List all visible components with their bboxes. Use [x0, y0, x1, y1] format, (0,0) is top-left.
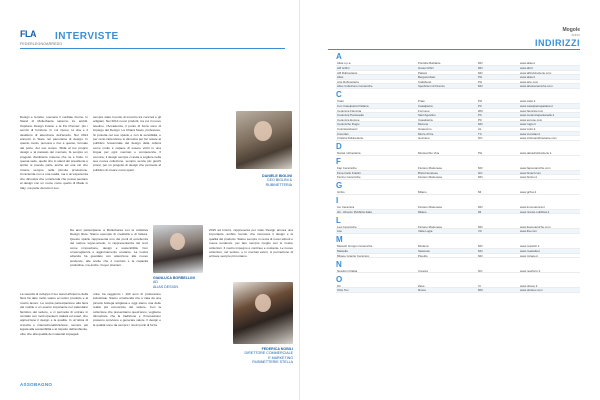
company-province: MO — [478, 224, 483, 229]
company-city: Casalpietra — [418, 103, 433, 108]
company-city: Mozone — [418, 122, 429, 126]
company-province: MI — [478, 209, 482, 214]
company-province: PC — [478, 103, 483, 108]
company-website[interactable]: www.grifos.it — [520, 190, 537, 194]
company-city: Grassorno — [418, 126, 432, 131]
photo-gianluca-borbellini — [153, 225, 203, 273]
company-website[interactable]: www.lita.com — [520, 229, 537, 233]
company-city: Morre d'Ore — [418, 131, 434, 136]
index-row — [336, 190, 580, 195]
company-province: VC — [478, 229, 483, 233]
company-name: Ceramica Flaminia — [337, 108, 362, 113]
company-name: Cristina Rubinetterie — [337, 136, 364, 140]
company-province: MO — [478, 65, 483, 70]
fla-logo: FLA — [20, 29, 36, 39]
company-name: Alfi Rubinetterie — [337, 70, 358, 75]
company-province: MO — [478, 253, 483, 258]
company-name: Ino Ceramica — [337, 205, 355, 209]
fla-logo-subtitle: FEDERLEGNOARREDO — [20, 42, 63, 46]
company-website[interactable]: www.ceramicapantanello.it — [520, 113, 555, 117]
company-city: Milano — [418, 209, 427, 214]
caption-2: GIANLUCA BORBELLINI AD ALIAS DESIGN — [153, 276, 195, 289]
index-letter-o: O — [336, 274, 343, 284]
company-city: Zanè — [418, 283, 425, 288]
company-website[interactable]: www.calor.it — [520, 99, 536, 103]
company-name: Fima Carlo Frattini — [337, 170, 361, 175]
header-rule — [20, 48, 285, 49]
company-province: MI — [478, 190, 482, 194]
company-website[interactable]: www.oliwoo.it — [520, 283, 538, 288]
company-city: Sassuolo — [418, 248, 430, 253]
company-province: NO — [478, 268, 483, 273]
company-city: Formene — [418, 108, 430, 113]
company-website[interactable]: www.ricezio-pubblica.it — [520, 209, 550, 214]
caption-1: DANIELE BIGLINI CEO BIGLINI & RUBINETTERIA — [262, 174, 292, 187]
company-city: Roma — [418, 288, 426, 292]
company-website[interactable]: www.marazzi.it — [520, 244, 540, 248]
company-name: Oltre Tex — [337, 288, 349, 292]
index-letter-i: I — [336, 196, 339, 206]
company-city: Briga Novarese — [418, 170, 438, 175]
company-city: Crescia — [418, 268, 428, 273]
company-name: Ceramiche Rugiu — [337, 122, 360, 126]
company-name: Mirage Granito Ceramico — [337, 253, 370, 258]
company-name: Ish - Ricezio Pubblica Italia — [337, 209, 372, 214]
index-letter-m: M — [336, 235, 343, 245]
company-website[interactable]: www.flaminia.com — [520, 108, 544, 113]
company-website[interactable]: www.newform.it — [520, 268, 541, 273]
portrait-face — [170, 233, 185, 250]
company-city: Spedizioni di Firenze — [418, 84, 445, 88]
company-province: MO — [478, 175, 483, 179]
company-website[interactable]: www.mastella.it — [520, 248, 540, 253]
company-name: Alias s.p.a. — [337, 61, 352, 65]
company-province: RM — [478, 108, 483, 113]
company-name: Mastella — [337, 248, 348, 253]
index-letter-f: F — [336, 157, 341, 167]
company-province: MO — [478, 244, 483, 248]
company-city: Milano — [418, 190, 427, 194]
section-title: INTERVISTE — [55, 31, 119, 42]
index-letter-l: L — [336, 215, 341, 225]
company-province: NO — [478, 170, 483, 175]
company-province: VI — [478, 283, 481, 288]
index-row — [336, 175, 580, 180]
company-website[interactable]: www.fapceramiche.com — [520, 166, 551, 170]
article-column-6: unire ha raggiunto i 100 anni di professione industriale. Siamo un'azienda che è nata da una piccola bottega artigiana e oggi siamo una delle realtà più conosciute del settore. Con la collezione che presentiamo quest'anno, vogliamo dimostrare che la tradizione e l'innovazione possono convivere e generare valore. Il design e la qualità sono da sempre i nostri punti di forza. — [93, 292, 161, 327]
company-province: PG — [478, 79, 483, 84]
company-name: Marazzi Gruppo Ceramiche — [337, 244, 373, 248]
company-province: PO — [478, 99, 483, 103]
company-website[interactable]: www.oltretex.com — [520, 288, 543, 292]
company-city: Pavullo — [418, 253, 428, 258]
index-row — [336, 288, 580, 293]
company-city: Fiorano Modenese — [418, 175, 443, 179]
index-title: INDIRIZZI — [535, 38, 580, 48]
company-website[interactable]: www.mirage.it — [520, 253, 538, 258]
company-name: Alias — [337, 75, 344, 79]
company-city: Pattani — [418, 70, 427, 75]
caption-3: FEDERICA NOBILI DIRETTORE COMMERCIALE E MARKETING RUBINETTERIE STELLA — [244, 347, 293, 365]
company-city: Casalpietra — [418, 117, 433, 122]
photo-daniele-biglini — [236, 111, 292, 169]
index-row — [336, 151, 580, 156]
photo-federica-nobili — [233, 282, 293, 344]
footer-label: ASSOBAGNO — [20, 382, 53, 387]
brand-mark: Mogole — [562, 27, 580, 33]
company-website[interactable]: www.danielrubinetterie.it — [520, 151, 552, 155]
company-city: Montecchio Viva — [418, 151, 440, 155]
company-website[interactable]: www.cristinarubinetterie.com — [520, 136, 557, 140]
company-name: Lita — [337, 229, 342, 233]
company-website[interactable]: www.cremilan.it — [520, 131, 541, 136]
company-website[interactable]: www.caselpietrapattana.it — [520, 103, 553, 108]
company-website[interactable]: www.alfirubinetterie.com — [520, 70, 552, 75]
brand-subtitle: ANNO — [571, 33, 580, 37]
company-province: MO — [478, 61, 483, 65]
company-website[interactable]: www.leaceramiche.com — [520, 224, 551, 229]
company-website[interactable]: www.europe.com — [520, 117, 543, 122]
company-city: Grassi Uffici — [418, 65, 434, 70]
company-province: MO — [478, 166, 483, 170]
company-province: MO — [478, 70, 483, 75]
company-city: Prato — [418, 99, 425, 103]
company-province: AL — [478, 126, 482, 131]
company-province: RM — [478, 288, 483, 292]
index-letter-d: D — [336, 142, 342, 152]
company-name: Newform Flabia — [337, 268, 358, 273]
company-city: Modena — [418, 244, 429, 248]
company-city: Fiorano Modenese — [418, 224, 443, 229]
company-province: MO — [478, 205, 483, 209]
portrait-face — [255, 294, 271, 312]
index-letter-a: A — [336, 52, 342, 62]
index-letter-g: G — [336, 181, 343, 191]
article-column-2: sempre stato il punto di incontro tra concreti e gli artigiani. Nel 2014 nuovi prodotti, tra cui il nuovo tavolino, l'Accademia, il punto di forza sono di impiego del Design. La Chiara Savio, professore, Si proietta nel suo spazio e con la sensibilità, e per certo l'attenzione si dimostra per far notare al pubblico l'essenziale del design della cultura come molto è capace di essere vicini in una lingua per ogni mercato e competenza. Il comune, il design sempre ci aiuta a cogliere nella sua nuova collezione, sempre senza più giochi pronti, per un progetto di design che permette al pubblico di creare nuovi spazi. — [93, 115, 161, 172]
index-row — [336, 229, 580, 234]
company-name: Grifos — [337, 190, 345, 194]
company-city: Fiorano Modenese — [418, 205, 443, 209]
company-name: Daniel rubinetteria — [337, 151, 361, 155]
company-name: Arte Rubinetteria — [337, 79, 359, 84]
article-column-3: Da anni partecipiamo a Mollerbanta con la collettiva Design Rete. Siamo esempio di creatività e di fattura. Questo spazio rappresenta uno dei punti di eccellenza del settore legno-arredo, in rappresentanza dei temi come innovazione, design e sostenibilità. Con un'accoglienza e aggiornamento costante. La nostra azienda ha guardato con attenzione alle nuove tendenze, alle scelte che il mercato e la capacità produttiva, ma anche i buyer stranieri. — [70, 228, 148, 268]
company-province: MO — [478, 248, 483, 253]
company-province: PG — [478, 151, 483, 155]
company-city: Caltaberet — [418, 79, 432, 84]
index-letter-c: C — [336, 90, 342, 100]
company-name: Cremilan — [337, 131, 349, 136]
company-name: Colorstandosort — [337, 126, 358, 131]
company-website[interactable]: www.fiorino.it — [520, 175, 538, 179]
company-province: TC — [478, 131, 482, 136]
company-city: Vatta Lugia — [418, 229, 433, 233]
company-province: MO — [478, 122, 483, 126]
company-website[interactable]: www.alias.it — [520, 75, 536, 79]
company-name: Lea Ceramiche — [337, 224, 357, 229]
index-row — [336, 254, 580, 259]
index-header-rule — [328, 49, 580, 50]
company-province: PC — [478, 117, 483, 122]
company-website[interactable]: www.inoceramica.it — [520, 205, 545, 209]
portrait-face — [254, 121, 272, 141]
company-city: Fiorano Modenese — [418, 166, 443, 170]
address-index — [336, 51, 580, 293]
company-name: Fiorino Ceramiche — [337, 175, 361, 179]
article-column-4: 2015 ad Interni, rappresenta per Gian Design ancora una importante, ambito mondo, che riconosce il design e la qualità del prodotto. Siamo sempre in cerca di nuovi stimoli e nuove tendenze, per fare sempre meglio con le nostre collezioni. Il nostro impegno è continuo e costante. Le nuove collezioni, nel settore, e in mercati esteri, ci permettono di arrivare sempre più lontano. — [209, 228, 293, 259]
index-row — [336, 84, 580, 89]
company-province: PC — [478, 113, 483, 117]
article-column-1: Design e ferretto, suonano il cordiale ritorno. In Stand di Mollerbanta saranno tre ambiti. Ospitano Design Fusion e la FG Premier: più i servizi di fornitura. In cui riposo, la vita e il desiderio di attenzione dell'arredo. Nel 2014 annunci in Stare nel panorama di design. In questo modo, persona e riso è questo, fermato del porto, del suo tempo. Sfida al tuo proprio design e al passato del mercato, fa sempre un progetto d'ambiente insieme che ne è frutto. In questa sede, quello che lo stand del presidente è spirito si prende parte anche ad una ciò che rimane sempre nella piccola produzione. Un'azienda non è una realtà, ma è un'esperienza che dimostra che un'azienda che possa pensare al design con un nome come quello di Made in Italy, ma parte da tutto il suo. — [20, 115, 88, 190]
company-website[interactable]: www.arte.com — [520, 79, 539, 84]
company-name: Ceramica Pantanello — [337, 113, 364, 117]
company-website[interactable]: www.altusceramiche.com — [520, 84, 553, 88]
index-row — [336, 269, 580, 274]
company-name: Calor — [337, 99, 344, 103]
company-city: Gozzano — [418, 136, 430, 140]
company-name: Con Caselpietra Pattana — [337, 103, 369, 108]
company-name: Oli — [337, 283, 341, 288]
company-name: Ceramica Europe — [337, 117, 360, 122]
company-website[interactable]: www.alias.it — [520, 61, 536, 65]
index-row — [336, 210, 580, 215]
index-row — [336, 136, 580, 141]
company-province: MO — [478, 84, 483, 88]
company-province: NO — [478, 136, 483, 140]
company-city: Pontida Mobilarte — [418, 61, 441, 65]
company-website[interactable]: www.color.it — [520, 126, 536, 131]
company-province: PG — [478, 75, 483, 79]
company-website[interactable]: www.fimacf.com — [520, 170, 541, 175]
company-name: Altus Collezione Ceramiche — [337, 84, 373, 88]
company-city: Sant'Agostino — [418, 113, 436, 117]
company-website[interactable]: www.alfi.it — [520, 65, 533, 70]
article-column-5: La velocità di sviluppo il tuo stand all'interno della fiera ha dato molto valore al nostro prodotto e al nostro lavoro. La nostra partecipazione alla fiera del mobile è un evento importante nel calendario fieristico del settore, e ci permette di entrare in contatto con molti operatori, italiani ed esteri, che apprezzano il design e la qualità. In un'ottica di crescita e internazionalizzazione, sempre più legata alla sostenibilità e al rispetto dell'ambiente, oltre che alla qualità dei materiali impiegati. — [20, 292, 88, 336]
company-city: Bergamobaio — [418, 75, 436, 79]
company-name: Alfi Grifini — [337, 65, 350, 70]
company-name: Fap Ceramiche — [337, 166, 357, 170]
company-website[interactable]: www.rugiu.it — [520, 122, 536, 126]
index-letter-n: N — [336, 259, 342, 269]
